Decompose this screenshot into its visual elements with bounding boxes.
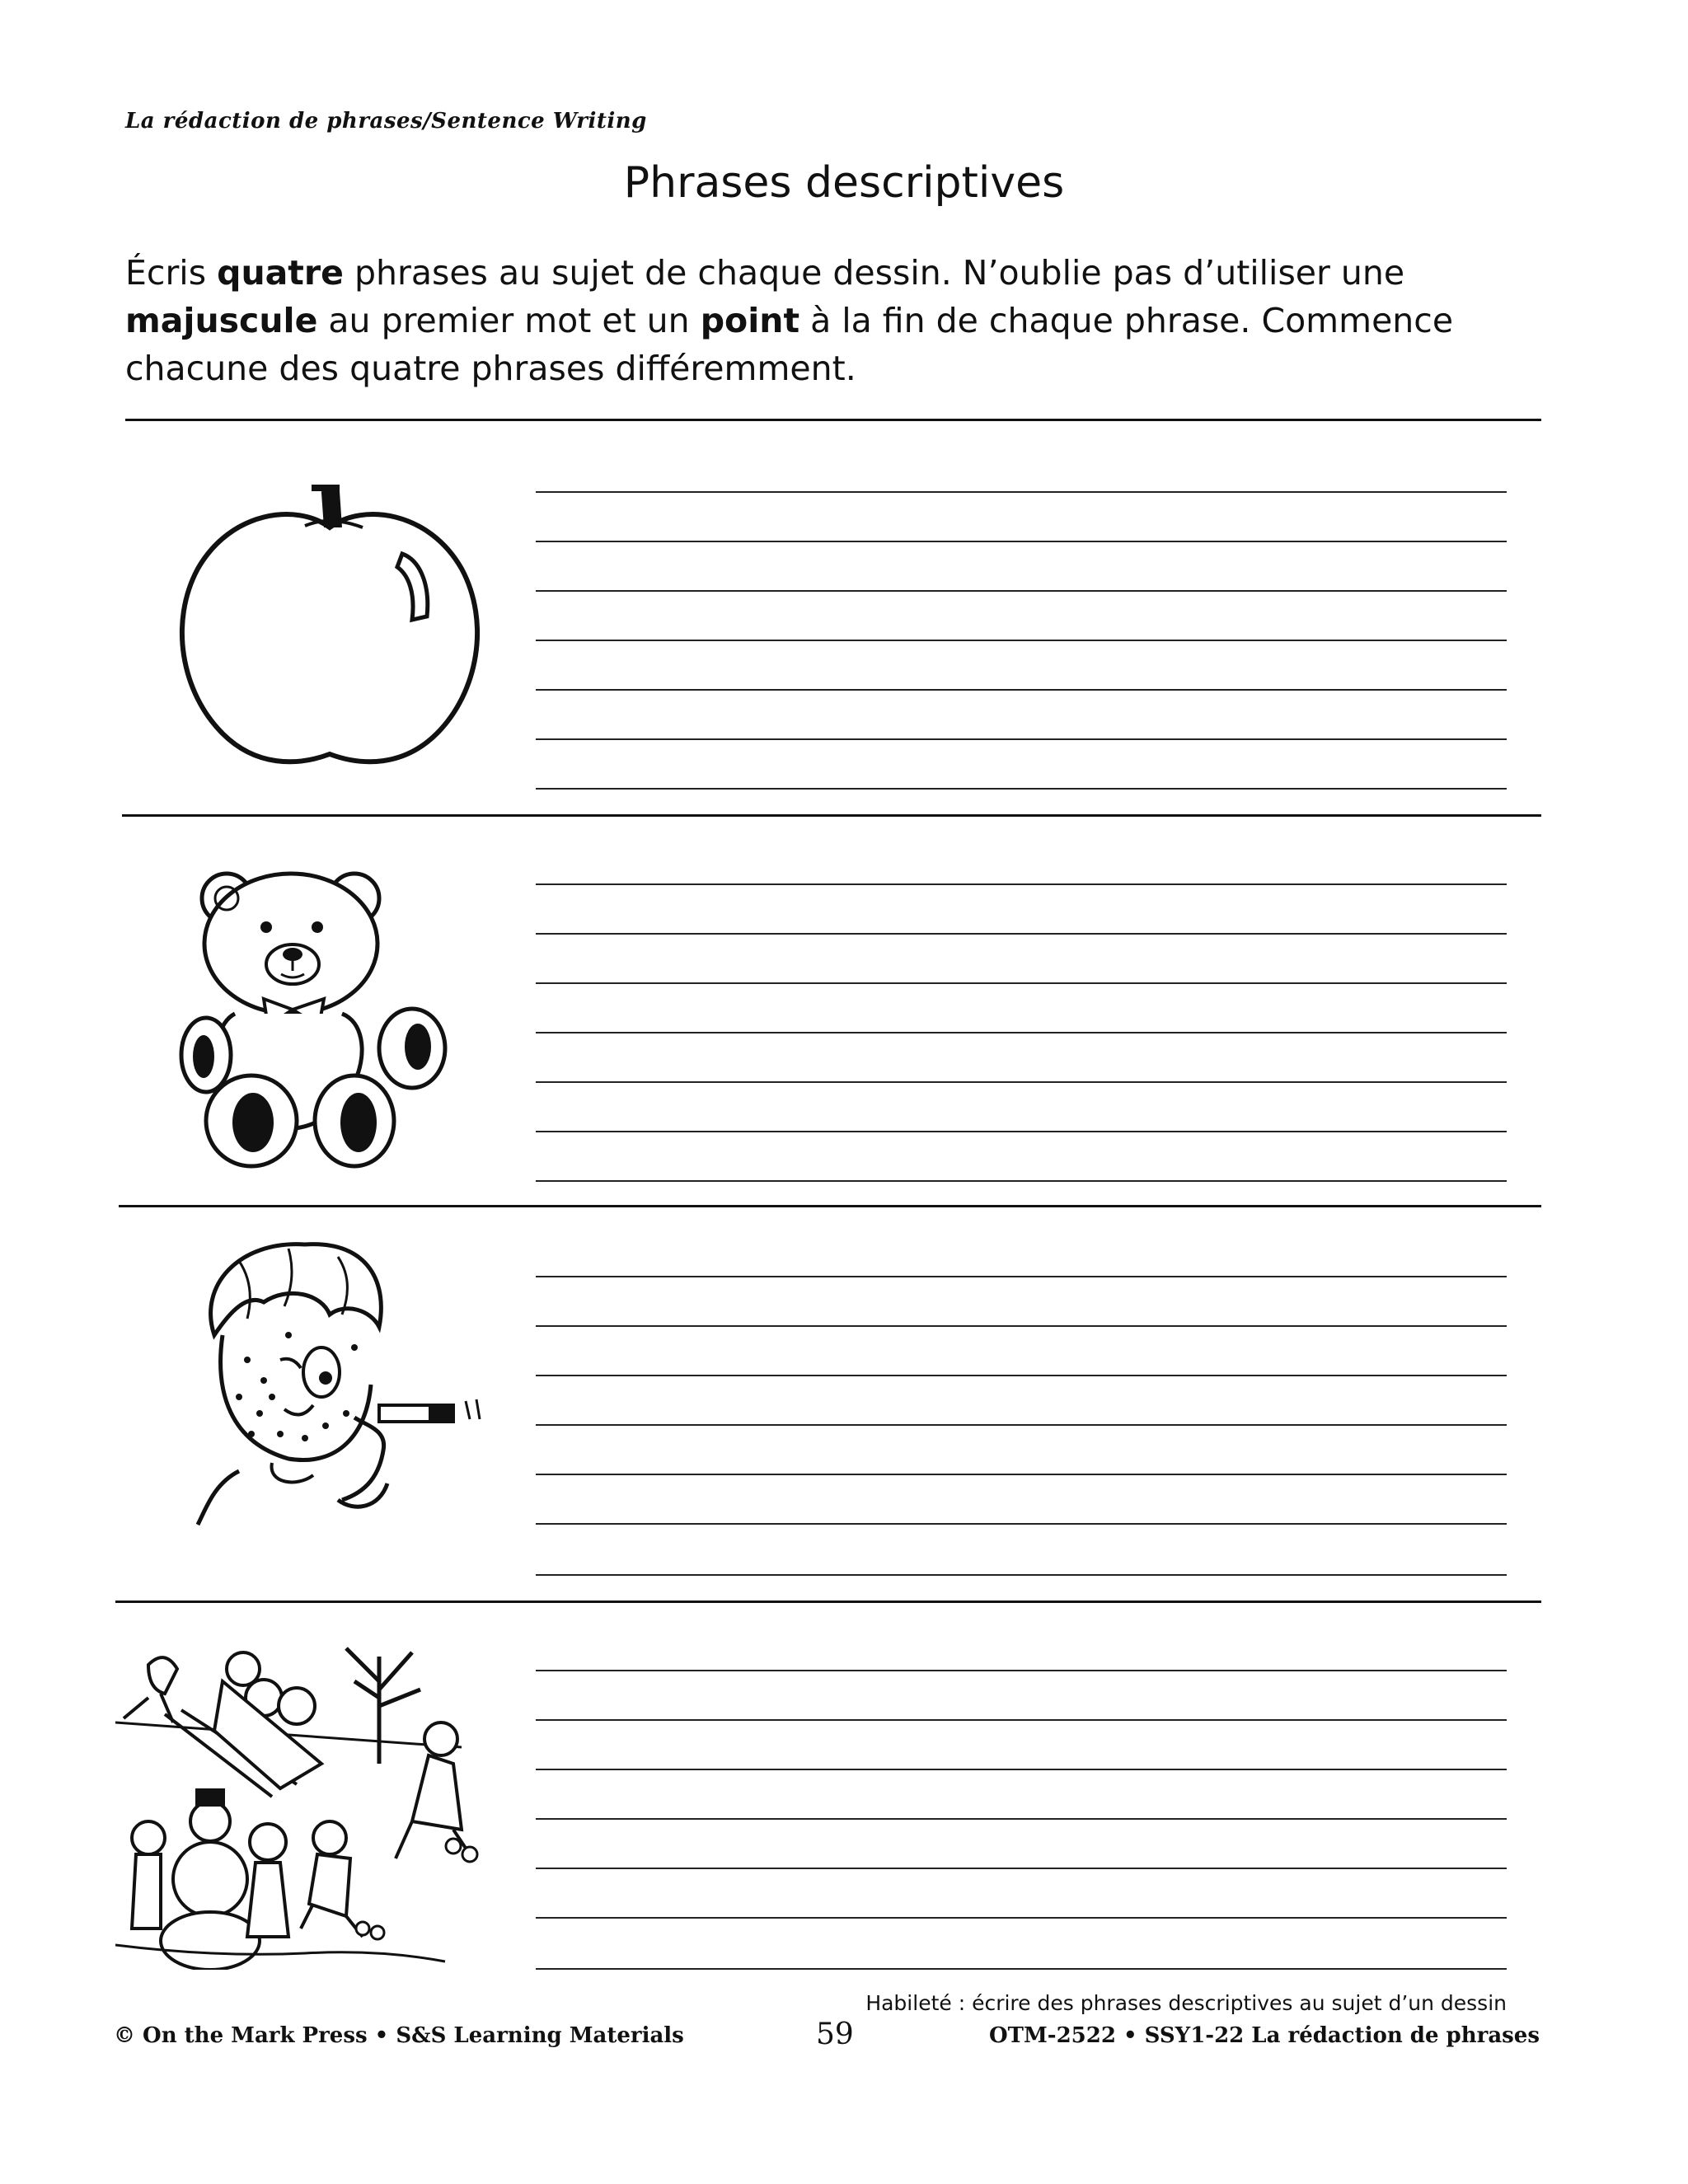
writing-line[interactable] <box>536 1818 1507 1820</box>
writing-line[interactable] <box>536 590 1507 592</box>
product-code: OTM-2522 • SSY1-22 La rédaction de phrases <box>989 2023 1540 2048</box>
writing-line[interactable] <box>536 1131 1507 1132</box>
writing-line[interactable] <box>536 1276 1507 1277</box>
writing-line[interactable] <box>536 933 1507 935</box>
writing-line[interactable] <box>536 541 1507 542</box>
writing-line[interactable] <box>536 491 1507 493</box>
writing-line[interactable] <box>536 1081 1507 1083</box>
writing-line[interactable] <box>536 982 1507 984</box>
writing-line[interactable] <box>536 1325 1507 1327</box>
section-divider <box>119 1205 1541 1207</box>
section-label: La rédaction de phrases/Sentence Writing <box>125 109 647 134</box>
writing-line[interactable] <box>536 1375 1507 1376</box>
writing-line[interactable] <box>536 1032 1507 1033</box>
winter-scene-icon <box>115 1632 511 1970</box>
writing-line[interactable] <box>536 1769 1507 1770</box>
section-divider <box>125 419 1541 421</box>
writing-line[interactable] <box>536 738 1507 740</box>
writing-line[interactable] <box>536 1523 1507 1525</box>
writing-line[interactable] <box>536 689 1507 691</box>
writing-line[interactable] <box>536 1180 1507 1182</box>
teddy-bear-icon <box>177 857 457 1170</box>
writing-line[interactable] <box>536 1968 1507 1970</box>
page-number: 59 <box>816 2018 854 2051</box>
writing-line[interactable] <box>536 1474 1507 1475</box>
writing-line[interactable] <box>536 1719 1507 1721</box>
writing-line[interactable] <box>536 1670 1507 1671</box>
boy-with-spots-icon <box>190 1236 503 1541</box>
writing-line[interactable] <box>536 788 1507 790</box>
writing-line[interactable] <box>536 1424 1507 1426</box>
copyright: © On the Mark Press • S&S Learning Materials <box>114 2023 684 2048</box>
writing-line[interactable] <box>536 640 1507 641</box>
instructions: Écris quatre phrases au sujet de chaque dessin. N’oublie pas d’utiliser une majuscule au premier mot et un point à la fin de chaque phrase. Commence chacune des quatre phrases différemment. <box>125 253 1454 388</box>
writing-line[interactable] <box>536 1868 1507 1869</box>
section-divider <box>115 1601 1541 1603</box>
writing-line[interactable] <box>536 883 1507 885</box>
skill-note: Habileté : écrire des phrases descriptives au sujet d’un dessin <box>865 1991 1507 2015</box>
writing-line[interactable] <box>536 1917 1507 1919</box>
apple-icon <box>165 478 495 775</box>
page-title: Phrases descriptives <box>623 158 1065 208</box>
section-divider <box>122 814 1541 817</box>
writing-line[interactable] <box>536 1574 1507 1576</box>
